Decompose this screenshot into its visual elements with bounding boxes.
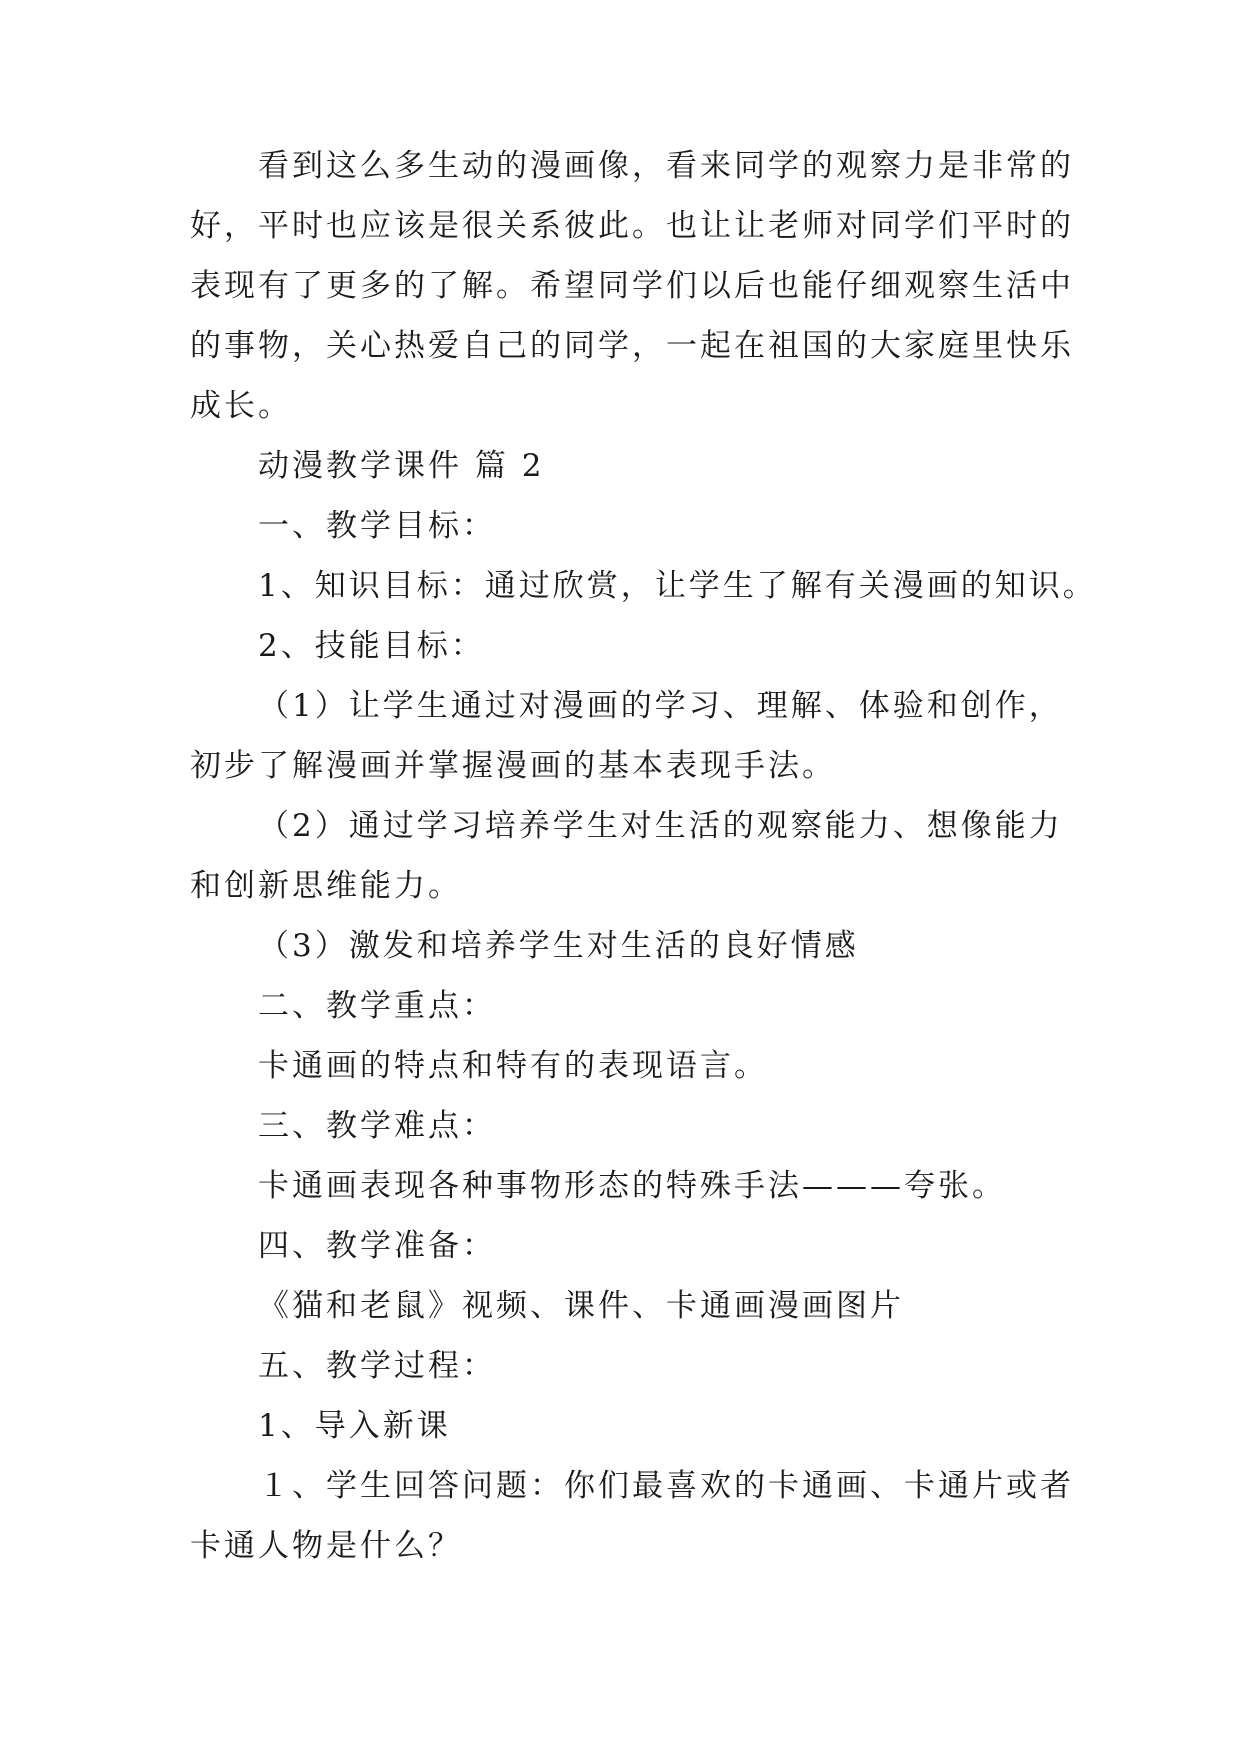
paragraph-line: （1）让学生通过对漫画的学习、理解、体验和创作， <box>258 688 1063 724</box>
heading-line: 二、教学重点： <box>258 988 496 1024</box>
paragraph-line: 初步了解漫画并掌握漫画的基本表现手法。 <box>190 748 836 784</box>
paragraph-line: 《猫和老鼠》视频、课件、卡通画漫画图片 <box>258 1288 904 1324</box>
heading-line: 三、教学难点： <box>258 1108 496 1144</box>
paragraph-line: 卡通画表现各种事物形态的特殊手法———夸张。 <box>258 1168 1006 1204</box>
paragraph-line: 的事物，关心热爱自己的同学，一起在祖国的大家庭里快乐 <box>190 328 1074 364</box>
heading-line: 五、教学过程： <box>258 1348 496 1384</box>
paragraph-line: １、学生回答问题：你们最喜欢的卡通画、卡通片或者 <box>258 1468 1074 1504</box>
paragraph-line: 和创新思维能力。 <box>190 868 462 904</box>
paragraph-line: 表现有了更多的了解。希望同学们以后也能仔细观察生活中 <box>190 268 1074 304</box>
paragraph-line: 看到这么多生动的漫画像，看来同学的观察力是非常的 <box>258 148 1074 184</box>
heading-line: 四、教学准备： <box>258 1228 496 1264</box>
paragraph-line: 2、技能目标： <box>258 628 485 664</box>
paragraph-line: 卡通画的特点和特有的表现语言。 <box>258 1048 768 1084</box>
heading-line: 一、教学目标： <box>258 508 496 544</box>
paragraph-line: （2）通过学习培养学生对生活的观察能力、想像能力 <box>258 808 1063 844</box>
paragraph-line: 好，平时也应该是很关系彼此。也让让老师对同学们平时的 <box>190 208 1074 244</box>
paragraph-line: 成长。 <box>190 388 292 424</box>
paragraph-line: 1、导入新课 <box>258 1408 451 1444</box>
paragraph-line: （3）激发和培养学生对生活的良好情感 <box>258 928 859 964</box>
paragraph-line: 卡通人物是什么？ <box>190 1528 462 1564</box>
paragraph-line: 1、知识目标：通过欣赏，让学生了解有关漫画的知识。 <box>258 568 1097 604</box>
section-title: 动漫教学课件 篇 2 <box>258 448 545 484</box>
